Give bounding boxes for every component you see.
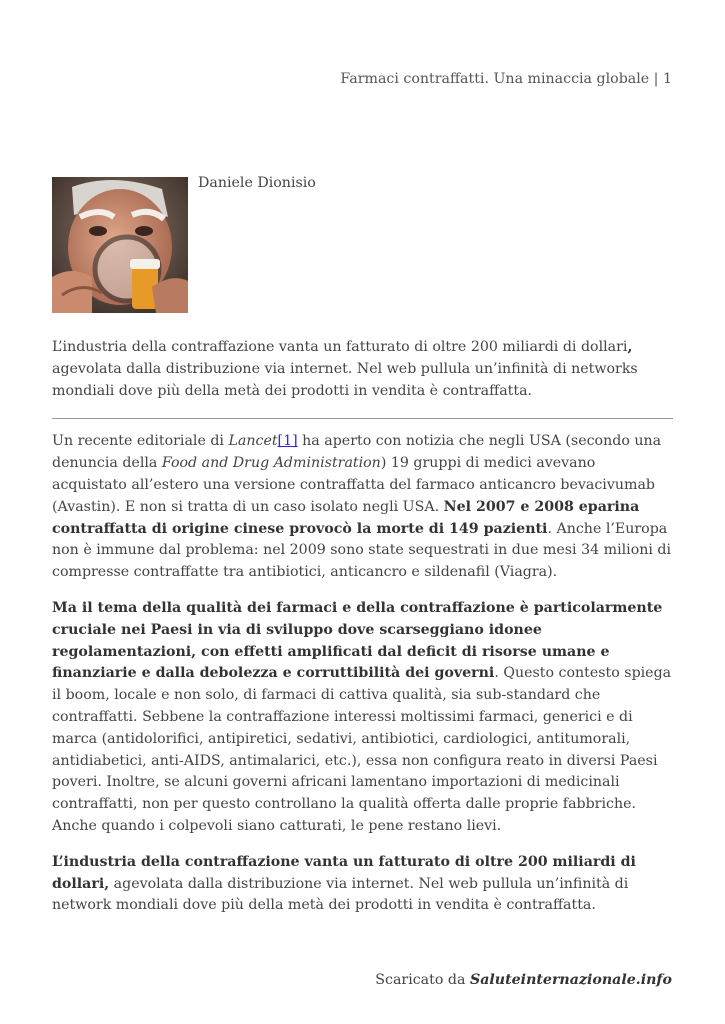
text: . Anche l’Europa non è immune dal problema: nel 2009 sono state sequestrati in due mesi 34 milioni di compresse contraffatte tra antibiotici, anticancro e sildenafil (Viagra). (52, 520, 672, 581)
author-name: Daniele Dionisio (198, 175, 316, 191)
author-photo (52, 177, 188, 313)
intro-comma: , (627, 339, 633, 355)
text: agevolata dalla distribuzione via internet. Nel web pullula un’infinità di network mondiali dove più della metà dei prodotti in vendita è contraffatta. (52, 875, 629, 914)
bold-text: L’industria della contraffazione vanta un fatturato di oltre 200 miliardi di dollari, (52, 853, 636, 892)
divider (52, 418, 673, 419)
page-header: Farmaci contraffatti. Una minaccia globale | 1 (340, 71, 672, 87)
intro-text: L’industria della contraffazione vanta un fatturato di oltre 200 miliardi di dollari (52, 339, 628, 355)
text: . Questo contesto spiega il boom, locale e non solo, di farmaci di cattiva qualità, sia sub-standard che contraffatti. Sebbene la contraffazione interessi moltissimi farmaci, generici e di marca (antidolorifici, antipiretici, sedativi, antibiotici, cardiologici, antitumorali, antidiabetici, anti-AIDS, antimalarici, etc.), essa non configura reato in diversi Paesi poveri. Inoltre, se alcuni governi africani lamentano importazioni di medicinali contraffatti, non per questo controllano la qualità offerta dalle proprie fabbriche. Anche quando i colpevoli siano catturati, le pene restano lievi. (52, 665, 672, 834)
paragraph-3 (52, 852, 673, 917)
intro-text-rest: agevolata dalla distribuzione via internet. Nel web pullula un’infinità di networks mondiali dove più della metà dei prodotti in vendita è contraffatta. (52, 360, 638, 399)
text: ha aperto con notizia che negli USA (secondo una denuncia della (52, 433, 662, 472)
paragraph-2 (52, 598, 673, 838)
bold-text: Ma il tema della qualità dei farmaci e della contraffazione è particolarmente cruciale nei Paesi in via di sviluppo dove scarseggiano idonee regolamentazioni, con effetti amplificati dal deficit di risorse umane e finanziarie e dalla debolezza e corruttibilità dei governi (52, 599, 663, 682)
man-with-magnifying-glass-photo (52, 177, 188, 313)
footnote-link[interactable]: [1] (277, 433, 298, 450)
text: Un recente editoriale di (52, 433, 229, 450)
page-footer (375, 972, 672, 988)
intro-paragraph (52, 337, 673, 402)
fda-ref: Food and Drug Administration (161, 455, 381, 472)
footer-site: Saluteinternazionale.info (469, 972, 672, 988)
paragraph-1 (52, 431, 673, 584)
footer-prefix: Scaricato da (375, 972, 470, 988)
lancet-ref: Lancet (228, 433, 278, 450)
article-body (52, 337, 673, 931)
bold-text: Nel 2007 e 2008 eparina contraffatta di origine cinese provocò la morte di 149 pazienti (52, 498, 640, 537)
text: ) 19 gruppi di medici avevano acquistato all’estero una versione contraffatta del farmaco anticancro bevacivumab (Avastin). E non si tratta di un caso isolato negli USA. (52, 455, 655, 515)
